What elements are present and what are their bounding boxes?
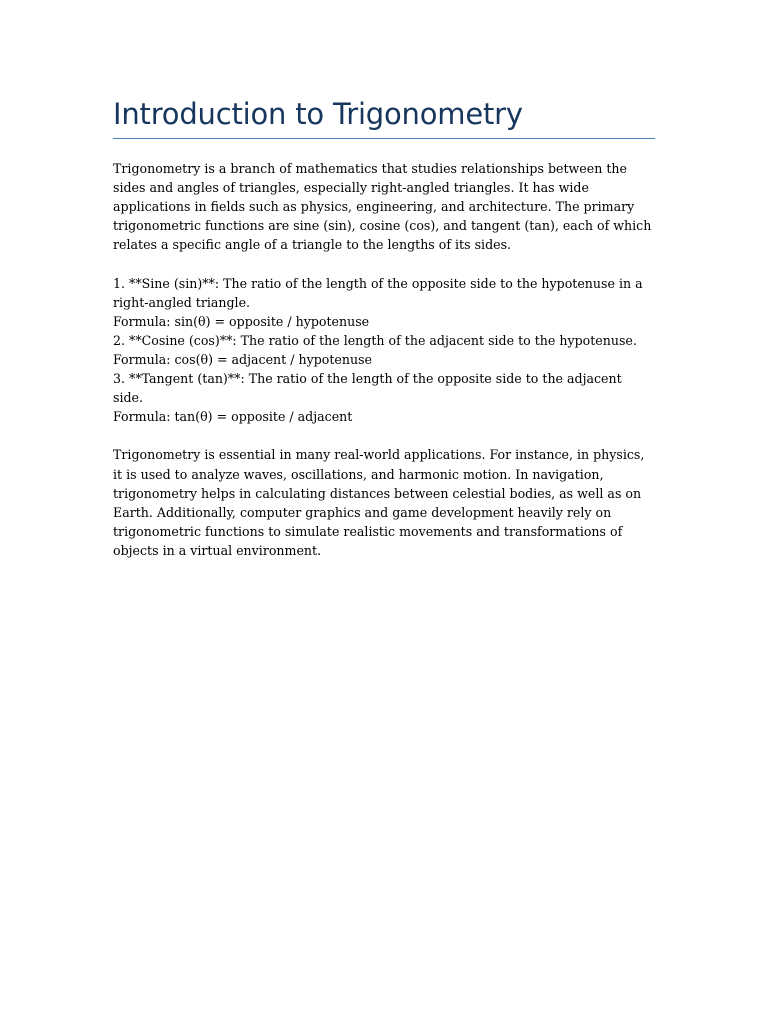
tangent-formula: Formula: tan(θ) = opposite / adjacent (113, 409, 353, 425)
title-underline (113, 138, 655, 139)
document-body (113, 92, 655, 579)
cosine-formula: Formula: cos(θ) = adjacent / hypotenuse (113, 351, 372, 367)
tangent-definition: 3. **Tangent (tan)**: The ratio of the length of the opposite side to the adjacent side. (113, 371, 622, 406)
functions-list (113, 274, 655, 427)
cosine-definition: 2. **Cosine (cos)**: The ratio of the length of the adjacent side to the hypotenuse. (113, 332, 637, 348)
intro-paragraph: Trigonometry is a branch of mathematics that studies relationships between the sides and angles of triangles, especially right-angled triangles. It has wide applications in fields such as physics, engineering, and architecture. The primary trigonometric functions are sine (sin), cosine (cos), and tangent (tan), each of which relates a specific angle of a triangle to the lengths of its sides. (113, 161, 652, 253)
sine-formula: Formula: sin(θ) = opposite / hypotenuse (113, 313, 370, 329)
document-title: Introduction to Trigonometry (113, 97, 523, 131)
applications-paragraph: Trigonometry is essential in many real-world applications. For instance, in physics, it is used to analyze waves, oscillations, and harmonic motion. In navigation, trigonometry helps in calculating distances between celestial bodies, as well as on Earth. Additionally, computer graphics and game development heavily rely on trigonometric functions to simulate realistic movements and transformations of objects in a virtual environment. (113, 447, 645, 558)
sine-definition: 1. **Sine (sin)**: The ratio of the length of the opposite side to the hypotenuse in a right-angled triangle. (113, 275, 643, 310)
